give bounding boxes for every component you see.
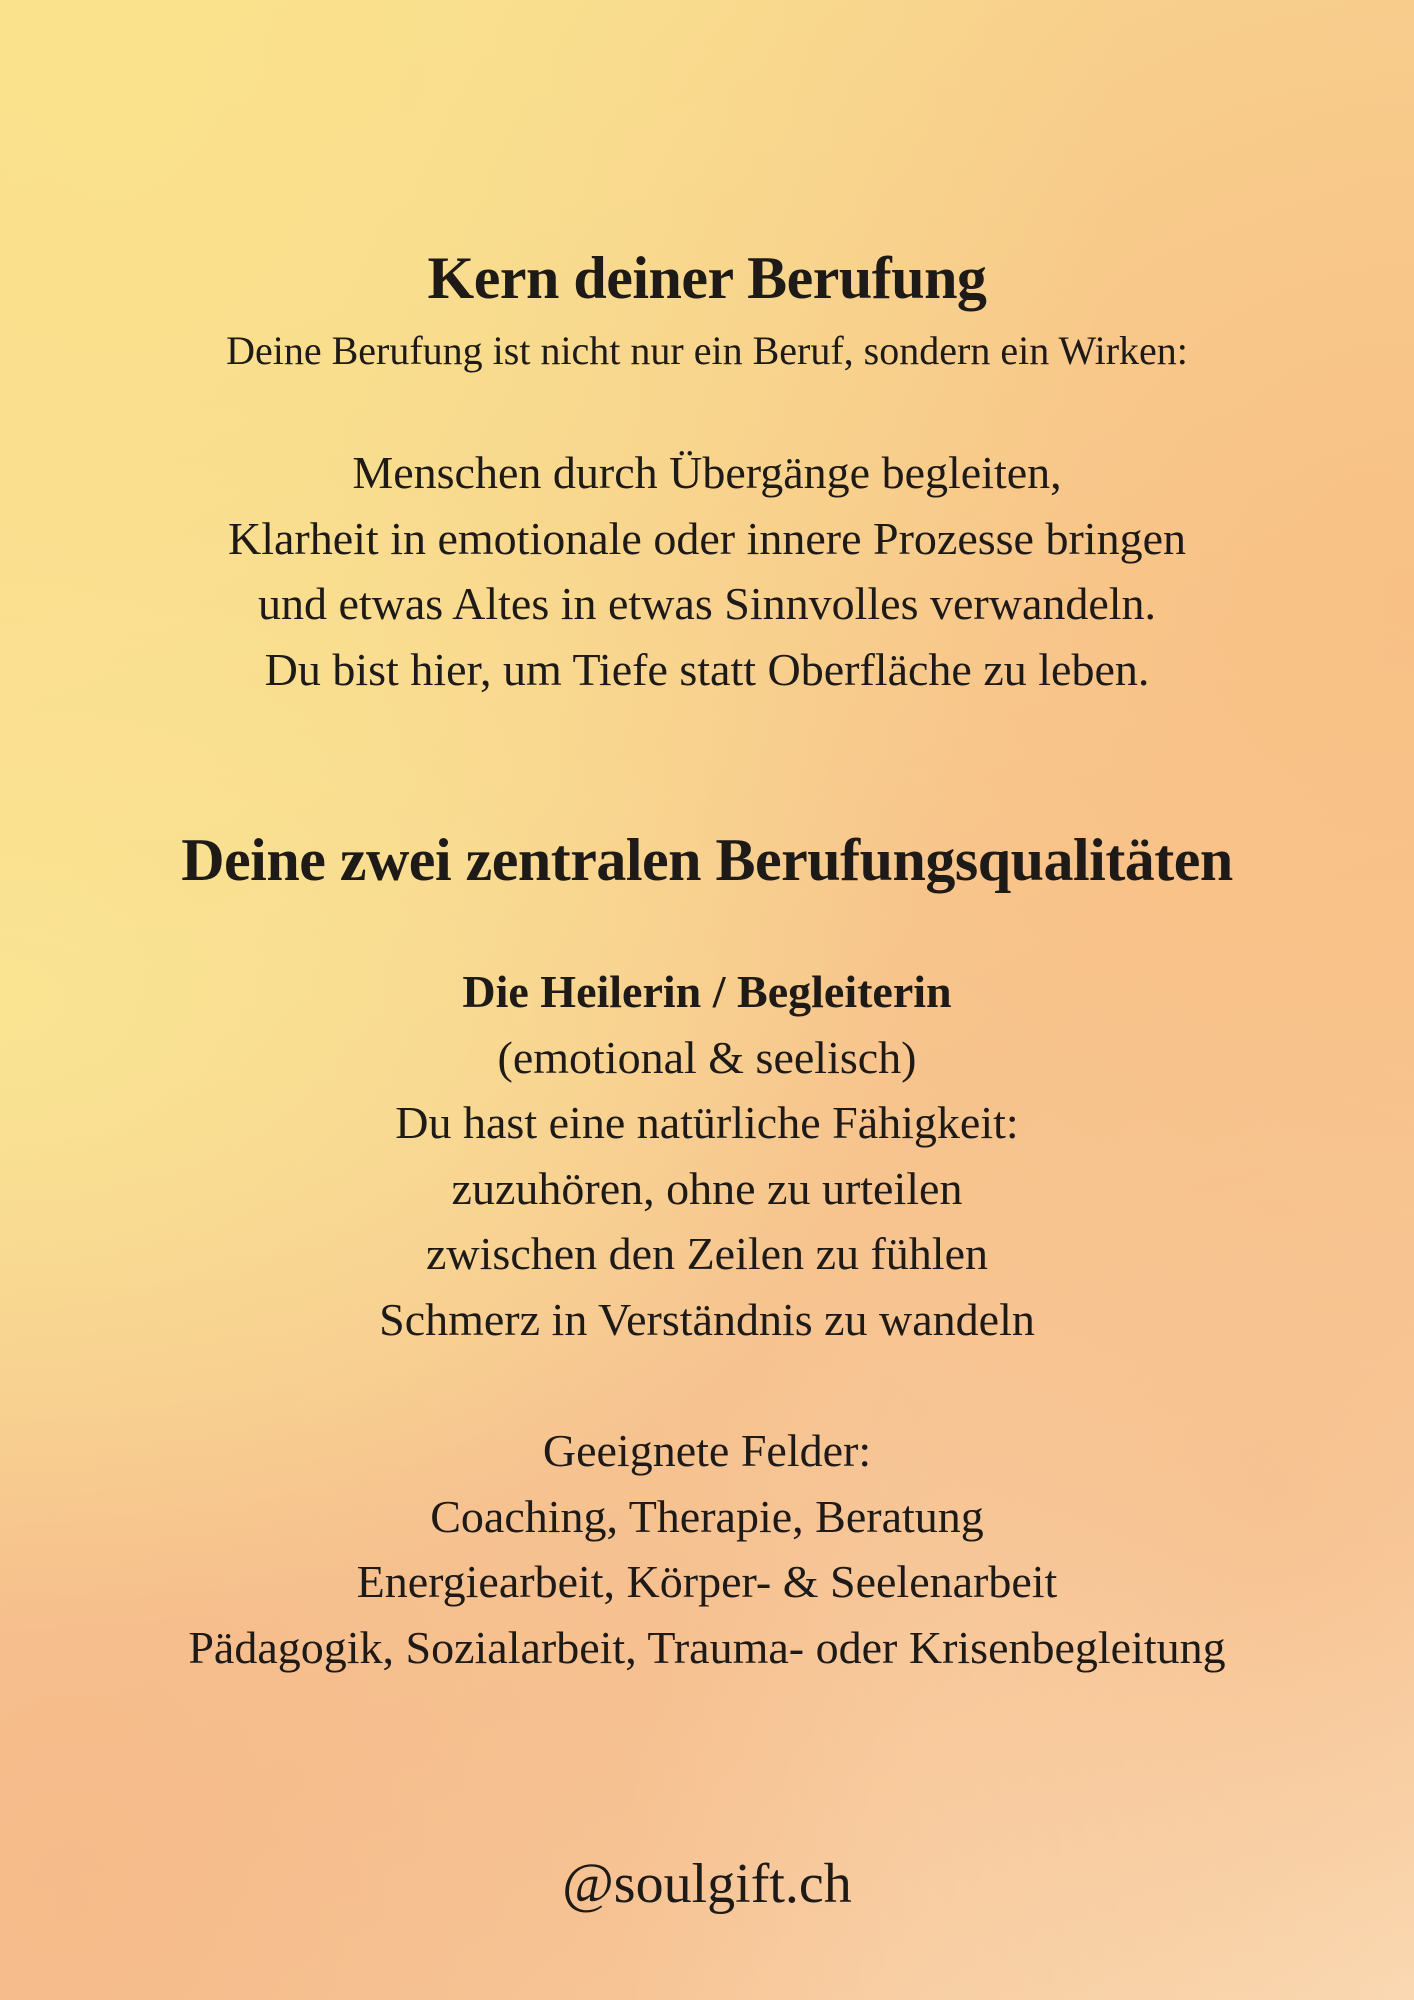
section-title-kern: Kern deiner Berufung (427, 245, 987, 311)
quality-qualifier: (emotional & seelisch) (497, 1031, 917, 1083)
intro-text: Deine Berufung ist nicht nur ein Beruf, sondern ein Wirken: (226, 328, 1188, 373)
field-line: Coaching, Therapie, Beratung (430, 1490, 984, 1542)
fields-block (40, 1418, 1374, 1680)
calling-line: Klarheit in emotionale oder innere Prozesse bringen (227, 512, 1186, 564)
quality-name: Die Heilerin / Begleiterin (462, 966, 952, 1017)
fields-heading: Geeignete Felder: (542, 1425, 872, 1476)
field-line: Pädagogik, Sozialarbeit, Trauma- oder Krisenbegleitung (188, 1621, 1226, 1673)
section-title-qualities: Deine zwei zentralen Berufungsqualitäten (181, 827, 1233, 893)
quality-line: Du hast eine natürliche Fähigkeit: (395, 1097, 1019, 1148)
quality-line: Schmerz in Verständnis zu wandeln (379, 1293, 1035, 1345)
calling-line: Menschen durch Übergänge begleiten, (352, 447, 1062, 498)
calling-description (40, 440, 1374, 702)
field-line: Energiearbeit, Körper- & Seelenarbeit (356, 1556, 1058, 1607)
quality-block (40, 959, 1374, 1352)
quality-line: zwischen den Zeilen zu fühlen (426, 1228, 988, 1279)
calling-line: und etwas Altes in etwas Sinnvolles verwandeln. (257, 578, 1157, 629)
social-handle: @soulgift.ch (562, 1853, 852, 1915)
calling-line: Du bist hier, um Tiefe statt Oberfläche zu leben. (264, 643, 1150, 695)
quality-line: zuzuhören, ohne zu urteilen (451, 1162, 963, 1214)
